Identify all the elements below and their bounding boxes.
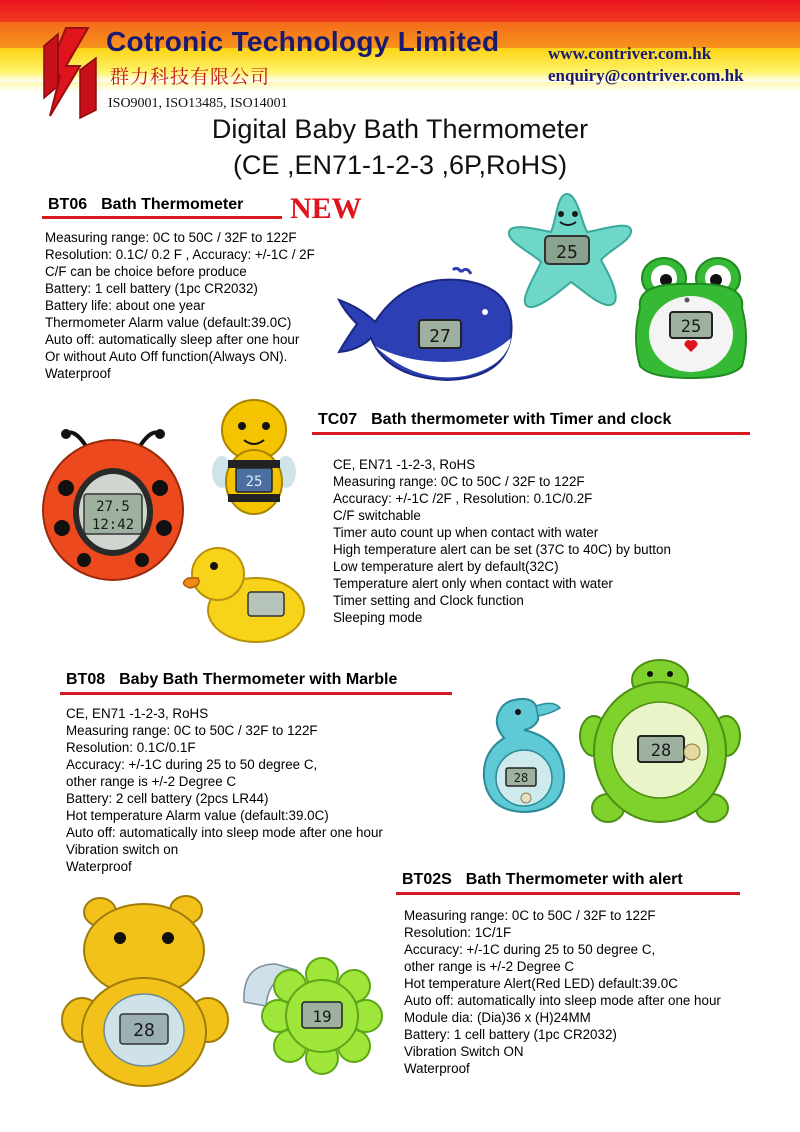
section-underline (42, 216, 282, 219)
email-link[interactable]: enquiry@contriver.com.hk (548, 66, 744, 85)
spec-line: CE, EN71 -1-2-3, RoHS (333, 457, 476, 472)
spec-line: Battery: 1 cell battery (1pc CR2032) (45, 281, 258, 296)
whale-lcd-reading: 27 (429, 326, 451, 347)
seahorse-lcd-reading: 28 (513, 771, 529, 785)
spec-list-bt08 (66, 705, 383, 875)
spec-line: Vibration Switch ON (404, 1044, 524, 1059)
section-heading-bt08 (66, 671, 397, 689)
certifications: ISO9001, ISO13485, ISO14001 (108, 96, 288, 111)
spec-line: Timer auto count up when contact with water (333, 525, 599, 540)
page-title: Digital Baby Bath Thermometer (211, 114, 589, 144)
spec-line: Accuracy: +/-1C during 25 to 50 degree C, (66, 757, 318, 772)
whale-thermometer-image (335, 266, 525, 396)
spec-line: Module dia: (Dia)36 x (H)24MM (404, 1010, 591, 1025)
product-code: TC07 (318, 411, 358, 428)
product-name: Bath Thermometer with alert (465, 871, 683, 888)
spec-line: Waterproof (66, 859, 132, 874)
spec-line: High temperature alert can be set (37C to 40C) by button (333, 542, 671, 557)
spec-line: Vibration switch on (66, 842, 179, 857)
section-underline (312, 432, 750, 435)
company-name-chinese: 群力科技有限公司 (110, 66, 271, 88)
product-name: Baby Bath Thermometer with Marble (119, 671, 398, 688)
spec-line: Battery: 2 cell battery (2pcs LR44) (66, 791, 269, 806)
ladybug-lcd-clock: 12:42 (91, 517, 135, 533)
spec-line: Resolution: 1C/1F (404, 925, 512, 940)
bee-thermometer-image (212, 396, 296, 520)
section-underline (396, 892, 740, 895)
flower-lcd-reading: 19 (312, 1007, 332, 1026)
product-name: Bath Thermometer (101, 196, 244, 213)
header-band-red (0, 0, 800, 22)
spec-line: Hot temperature Alarm value (default:39.0C) (66, 808, 329, 823)
new-badge: NEW (290, 192, 362, 225)
frog-thermometer-image (632, 256, 750, 382)
turtle-lcd-reading: 28 (650, 741, 672, 761)
spec-line: Measuring range: 0C to 50C / 32F to 122F (45, 230, 297, 245)
spec-line: C/F switchable (333, 508, 421, 523)
hippo-thermometer-image (62, 890, 232, 1090)
frog-lcd-reading: 25 (680, 317, 702, 337)
ladybug-lcd-temperature: 27.5 (96, 499, 130, 515)
section-underline (60, 692, 452, 695)
product-name: Bath thermometer with Timer and clock (371, 411, 672, 428)
spec-line: Auto off: automatically sleep after one hour (45, 332, 300, 347)
spec-line: CE, EN71 -1-2-3, RoHS (66, 706, 209, 721)
hippo-lcd-reading: 28 (133, 1020, 155, 1041)
starfish-lcd-reading: 25 (556, 242, 578, 263)
spec-line: Thermometer Alarm value (default:39.0C) (45, 315, 292, 330)
spec-line: Resolution: 0.1C/0.1F (66, 740, 196, 755)
spec-line: Battery: 1 cell battery (1pc CR2032) (404, 1027, 617, 1042)
spec-line: Auto off: automatically into sleep mode after one hour (404, 993, 721, 1008)
turtle-thermometer-image (578, 656, 742, 832)
section-heading-tc07 (318, 411, 671, 429)
ladybug-thermometer-image (38, 424, 188, 584)
spec-line: Or without Auto Off function(Always ON). (45, 349, 288, 364)
website-link[interactable]: www.contriver.com.hk (548, 44, 712, 63)
company-logo (36, 26, 102, 118)
spec-list-tc07 (333, 456, 671, 626)
spec-line: Low temperature alert by default(32C) (333, 559, 559, 574)
spec-line: Measuring range: 0C to 50C / 32F to 122F (333, 474, 585, 489)
spec-line: Measuring range: 0C to 50C / 32F to 122F (404, 908, 656, 923)
spec-line: Sleeping mode (333, 610, 423, 625)
page-subtitle: (CE ,EN71-1-2-3 ,6P,RoHS) (232, 150, 568, 180)
spec-line: Measuring range: 0C to 50C / 32F to 122F (66, 723, 318, 738)
spec-line: Battery life: about one year (45, 298, 206, 313)
spec-line: other range is +/-2 Degree C (404, 959, 575, 974)
spec-line: Accuracy: +/-1C during 25 to 50 degree C, (404, 942, 656, 957)
seahorse-thermometer-image (474, 694, 572, 818)
spec-list-bt02s (404, 907, 721, 1077)
spec-line: C/F can be choice before produce (45, 264, 247, 279)
section-heading-bt06 (48, 196, 243, 214)
company-name: Cotronic Technology Limited (106, 26, 500, 57)
spec-line: Timer setting and Clock function (333, 593, 524, 608)
spec-list-bt06 (45, 229, 315, 382)
spec-line: other range is +/-2 Degree C (66, 774, 237, 789)
flower-thermometer-image (238, 958, 388, 1076)
spec-line: Waterproof (45, 366, 111, 381)
spec-line: Waterproof (404, 1061, 470, 1076)
section-heading-bt02s (402, 871, 683, 889)
bee-lcd-reading: 25 (245, 474, 263, 490)
product-code: BT06 (48, 196, 88, 213)
duck-thermometer-image (178, 540, 306, 644)
spec-line: Auto off: automatically into sleep mode after one hour (66, 825, 383, 840)
spec-line: Hot temperature Alert(Red LED) default:39.0C (404, 976, 678, 991)
spec-line: Resolution: 0.1C/ 0.2 F , Accuracy: +/-1C / 2F (45, 247, 315, 262)
spec-line: Accuracy: +/-1C /2F , Resolution: 0.1C/0.2F (333, 491, 593, 506)
spec-line: Temperature alert only when contact with water (333, 576, 613, 591)
product-code: BT08 (66, 671, 106, 688)
product-code: BT02S (402, 871, 452, 888)
